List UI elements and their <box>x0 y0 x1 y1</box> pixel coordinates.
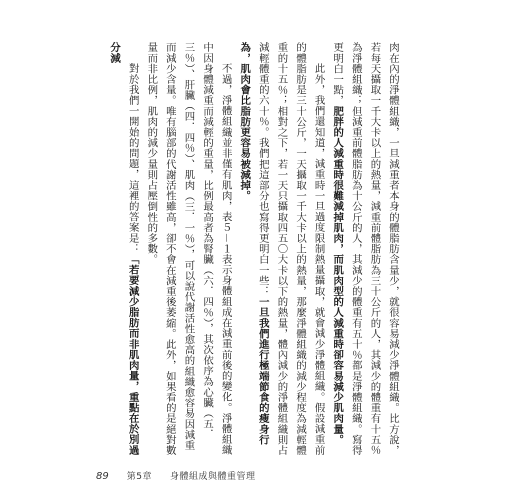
paragraph <box>105 42 142 460</box>
body-text-run: 此外，我們還知道，減重時一旦過度限制熱量攝取，就會減少淨體組織。假設減重前的體脂肪是三十公斤，一天攝取一千大卡以上的熱量，那麼淨體組織的減少程度為減輕體重的十五％；相對之下，若一天只攝取四五〇大卡以下的熱量，體內減少的淨體組織則占減輕體重的六十％。我們把這部分也寫得更明白一些： <box>256 42 325 456</box>
highlighted-text: 一旦我們進行極端節食的瘦身行為，肌肉會比脂肪更容易被減掉。 <box>238 42 269 445</box>
page-number: 89 <box>96 471 109 482</box>
highlighted-text: 肥胖的人減重時很難減掉肌肉，而肌肉型的人減重時卻容易減少肌肉量。 <box>331 105 344 445</box>
body-text-run: 肉在內的淨體組織，一旦減重者本身的體脂肪含量少，就很容易減少淨體組織。比方說，若每天攝取一千大卡以上的熱量，減重前體脂肪為三十公斤的人，其減少的體重有十五％為淨體組織；但減重前體脂肪為十公斤的人，其減少的體重有五十％都是淨體組織。寫得更明白一點， <box>331 42 399 456</box>
body-text <box>105 42 403 460</box>
highlighted-text: 「若要減少脂肪而非肌肉量，重點在於別過分減 <box>108 42 139 456</box>
chapter-label: 第5章 <box>126 472 152 482</box>
body-text-run: 不過，淨體組織並非僅有肌肉，表５－１表示身體組成在減重前後的變化。淨體組織中因身體減重而減輕的重量，比例最高者為腎臟（六．四％），其次依序為心臟（五．三％）、肝臟（四．四％）、肌肉（三．一％），可以說代謝活性愈高的組織愈容易因減重而減少含量。唯有腦部的代謝活性雖高，卻不會在減重後萎縮。此外，如果看的是絕對數量而非比例，肌肉的減少量則占壓倒性的多數。 <box>145 42 232 456</box>
body-text-run: 對於我們一開始的問題，這裡的答案是： <box>126 62 139 254</box>
paragraph <box>328 42 402 460</box>
paragraph <box>235 42 328 460</box>
page-footer <box>96 469 255 482</box>
chapter-title: 身體組成與體重管理 <box>169 472 256 482</box>
paragraph <box>142 42 235 460</box>
